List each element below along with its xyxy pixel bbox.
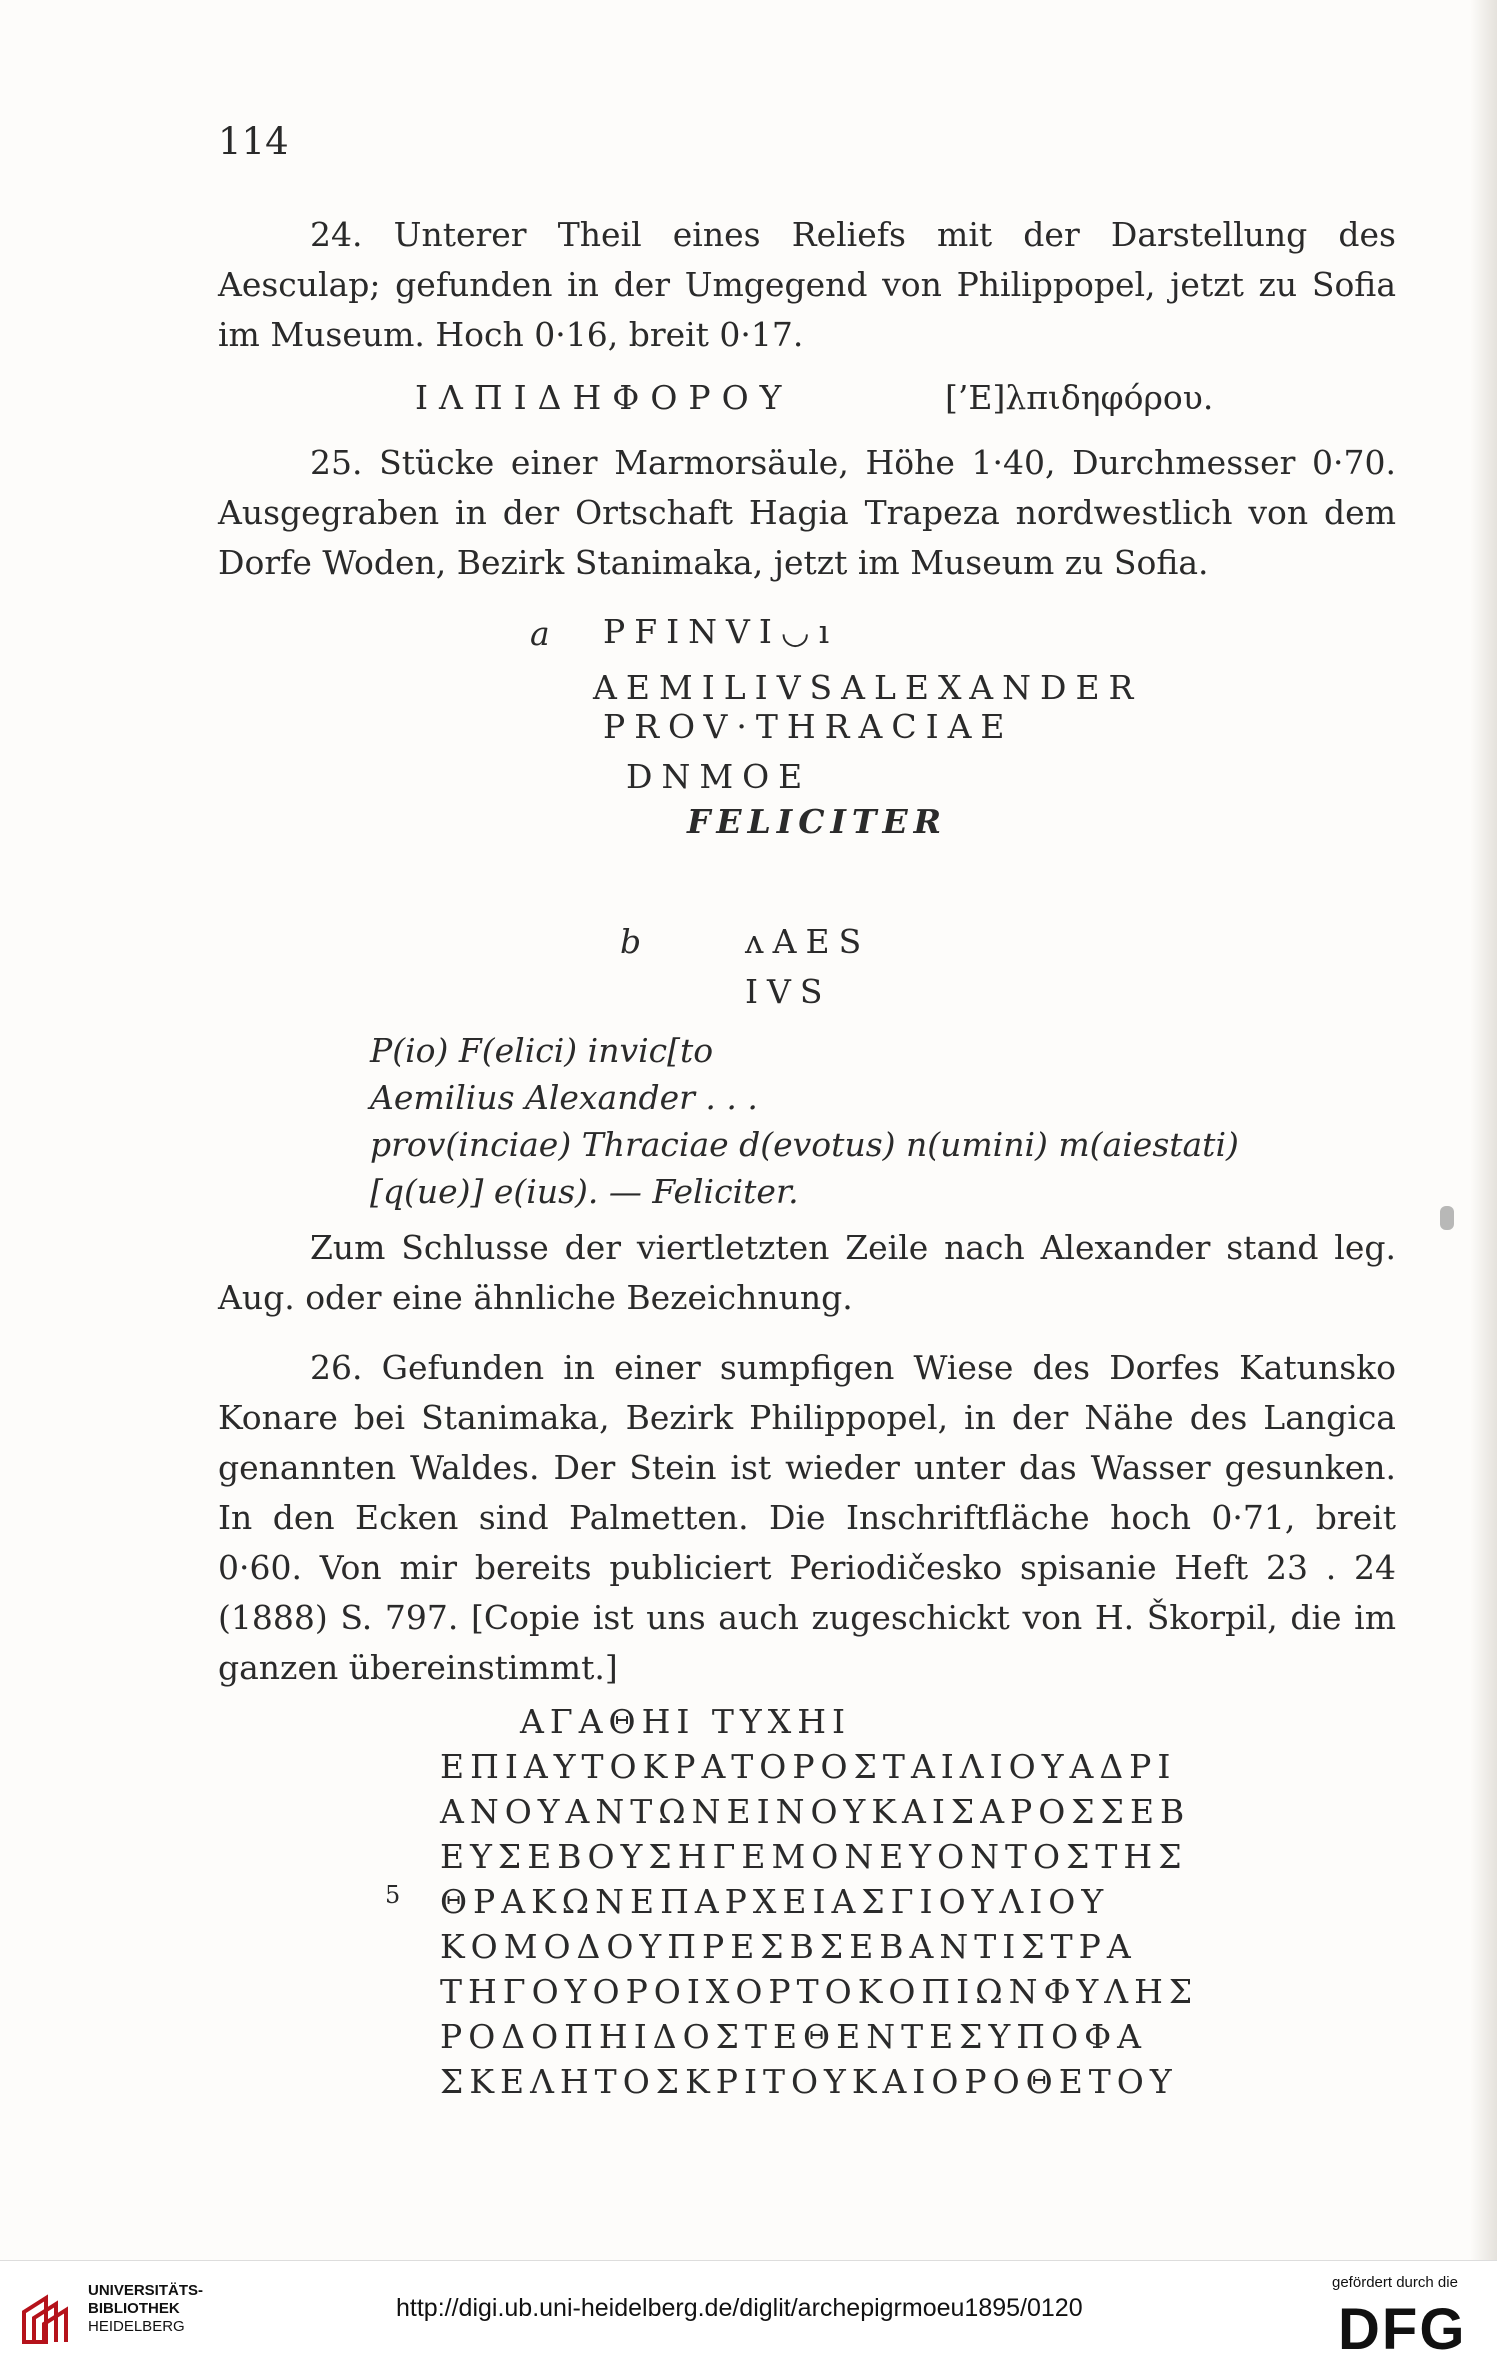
entry-25-note: Zum Schlusse der viertletzten Zeile nach Alexander stand leg. Aug. oder eine ähnliche Bezeichnung. — [218, 1228, 1396, 1317]
inscription-a-label: a — [530, 614, 550, 653]
transcription-line-3: prov(inciae) Thraciae d(evotus) n(umini) m(aiestati) — [370, 1125, 1239, 1164]
transcription-line-4: [q(ue)] e(ius). — Feliciter. — [370, 1172, 799, 1211]
inscription-a-line-2: AEMILIVSALEXANDER — [593, 668, 1143, 707]
inscription-b-line-2: IVS — [745, 972, 832, 1011]
greek-line-4: ΕΥΣΕΒΟΥΣΗΓΕΜΟΝΕΥΟΝΤΟΣΤΗΣ — [440, 1837, 1188, 1876]
entry-26-text: 26. Gefunden in einer sumpfigen Wiese des Dorfes Katunsko Konare bei Stanimaka, Bezirk Philippopel, in der Nähe des Langica genannten Waldes. Der Stein ist wieder unter das Wasser gesunken. In den Ecken sind Palmetten. Die Inschriftfläche hoch 0·71, breit 0·60. Von mir bereits publiciert Periodičesko spisanie Heft 23 . 24 (1888) S. 797. [Copie ist uns auch zugeschickt von H. Škorpil, die im ganzen übereinstimmt.] — [218, 1348, 1396, 1687]
sponsor-caption: gefördert durch die — [1332, 2274, 1458, 2291]
entry-25-text: 25. Stücke einer Marmorsäule, Höhe 1·40, Durchmesser 0·70. Ausgegraben in der Ortschaft Hagia Trapeza nordwestlich von dem Dorfe Woden, Bezirk Stanimaka, jetzt im Museum zu Sofia. — [218, 443, 1396, 582]
page-number: 114 — [218, 120, 289, 163]
inscription-b-line-1: ʌAES — [745, 922, 871, 961]
inscription-b-label: b — [620, 922, 642, 961]
entry-24-transcription: [’Ε]λπιδηφόρου. — [945, 378, 1214, 417]
inscription-a-line-3: PROV·THRACIAE — [603, 707, 1014, 746]
greek-line-9: ΣΚΕΛΗΤΟΣΚΡΙΤΟΥΚΑΙΟΡΟΘΕΤΟΥ — [440, 2062, 1178, 2101]
library-logo-icon — [16, 2290, 76, 2350]
dfg-logo: DFG — [1338, 2297, 1467, 2362]
inscription-a-line-5: FELICITER — [687, 802, 948, 841]
greek-line-8: ΡΟΔΟΠΗΙΔΟΣΤΕΘΕΝΤΕΣΥΠΟΦΑ — [440, 2017, 1148, 2056]
transcription-line-1: P(io) F(elici) invic[to — [370, 1031, 714, 1070]
inscription-a-line-1: PFINVI◡ı — [603, 612, 839, 651]
greek-line-2: ΕΠΙΑΥΤΟΚΡΑΤΟΡΟΣΤΑΙΛΙΟΥΑΔΡΙ — [440, 1747, 1177, 1786]
scan-smudge — [1440, 1206, 1454, 1230]
greek-line-6: ΚΟΜΟΔΟΥΠΡΕΣΒΣΕΒΑΝΤΙΣΤΡΑ — [440, 1927, 1137, 1966]
greek-line-3: ΑΝΟΥΑΝΤΩΝΕΙΝΟΥΚΑΙΣΑΡΟΣΣΕΒ — [440, 1792, 1191, 1831]
inscription-a-line-4: DNMOE — [626, 757, 812, 796]
library-name: UNIVERSITÄTS- BIBLIOTHEK HEIDELBERG — [88, 2282, 204, 2335]
entry-24-greek: ΙΛΠΙΔΗΦΟΡΟΥ — [415, 378, 793, 417]
greek-line-1: ΑΓΑΘΗΙ ΤΥΧΗΙ — [520, 1702, 852, 1741]
entry-24-text: 24. Unterer Theil eines Reliefs mit der Darstellung des Aesculap; gefunden in der Umgegend von Philippopel, jetzt zu Sofia im Museum. Hoch 0·16, breit 0·17. — [218, 215, 1396, 354]
source-url-link[interactable]: http://digi.ub.uni-heidelberg.de/diglit/archepigrmoeu1895/0120 — [396, 2294, 1083, 2322]
line-number-marker: 5 — [385, 1881, 401, 1909]
greek-line-5: ΘΡΑΚΩΝΕΠΑΡΧΕΙΑΣΓΙΟΥΛΙΟΥ — [440, 1882, 1110, 1921]
page-edge-shadow — [1470, 0, 1497, 2260]
greek-line-7: ΤΗΓΟΥΟΡΟΙΧΟΡΤΟΚΟΠΙΩΝΦΥΛΗΣ — [440, 1972, 1199, 2011]
transcription-line-2: Aemilius Alexander . . . — [370, 1078, 758, 1117]
